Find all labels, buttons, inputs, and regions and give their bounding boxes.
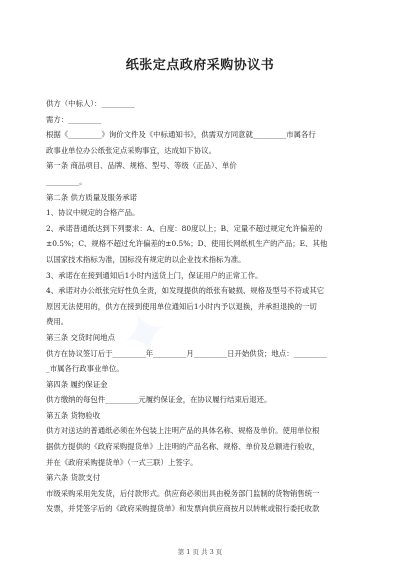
text-line: 原因无法使用的，供方在接到使用单位通知后1小时内予以退换，并承担退换的一切 xyxy=(46,301,317,311)
text-line: 供方缴纳的每包件_________元履约保证金，在协议履行结束后退还。 xyxy=(46,395,272,405)
text-line: 供方（中标人）：_________ xyxy=(46,99,135,108)
text-line: 并在《政府采购提货单》（一式三联）上签字。 xyxy=(46,457,198,467)
text-line: 供方在协议签订后于_________年_________月_________日开始供货；地点：_________ xyxy=(46,348,327,358)
section-heading: 第三条 交货时间地点 xyxy=(46,332,115,342)
text-line: _________。 xyxy=(46,176,87,186)
text-line: 1、协议中规定的合格产品。 xyxy=(46,208,140,218)
text-line: 2、承诺普通纸达到下列要求：A、白度：80度以上；B、定量不超过规定允许偏差的 xyxy=(46,223,323,233)
section-heading: 第二条 供方质量及服务承诺 xyxy=(46,192,138,202)
text-line: ±0.5%；C、规格不超过允许偏差的±0.5%；D、使用长网纸机生产的产品；E、其他 xyxy=(46,239,328,249)
text-line: _市属各行政事业单位。 xyxy=(46,364,124,374)
page-title: 纸张定点政府采购协议书 xyxy=(125,58,275,73)
text-line: 4、承诺对办公纸张完好性负全责，如发现提供的纸张有破损、规格及型号不符或其它 xyxy=(46,286,325,296)
text-line: 需方：_________ xyxy=(46,114,102,124)
text-line: 政事业单位办公纸张定点采购事宜，达成如下协议。 xyxy=(46,145,216,155)
section-heading: 第五条 货物验收 xyxy=(46,410,101,420)
text-line: 以国家技术指标为准，国标没有规定的以企业技术指标为准。 xyxy=(46,254,246,264)
section-heading: 第四条 履约保证金 xyxy=(46,379,108,389)
text-line: 根据《_________》询价文件及《中标通知书》，供需双方同意就_________市属各行 xyxy=(46,130,316,140)
section-heading: 第六条 货款支付 xyxy=(46,473,101,483)
text-line: 3、承诺在在接到通知后1小时内送货上门，保证用户的正常工作。 xyxy=(46,270,263,280)
document-body xyxy=(46,96,364,517)
text-line: 供方对送达的普通纸必须在外包装上注明产品的具体名称、规格及单价。使用单位根 xyxy=(46,426,320,436)
page-footer: 第 1 页 共 3 页 xyxy=(177,548,223,556)
text-line: 费用。 xyxy=(46,317,69,327)
section-heading: 第一条 商品项目、品牌、规格、型号、等级（正品）、单价 xyxy=(46,161,237,171)
text-line: 市级采购采用先发货，后付款形式。供应商必须出具由税务部门监制的货物销售统一 xyxy=(46,488,320,498)
text-line: 发票，并凭签字后的《政府采购提货单》和发票向供应商按月以转帐或银行委托收款 xyxy=(46,504,320,514)
watermark: ✦ xyxy=(109,293,181,377)
text-line: 据供方提供的《政府采购提货单》上注明的产品名称、规格、单价及总额进行验收， xyxy=(46,442,320,452)
